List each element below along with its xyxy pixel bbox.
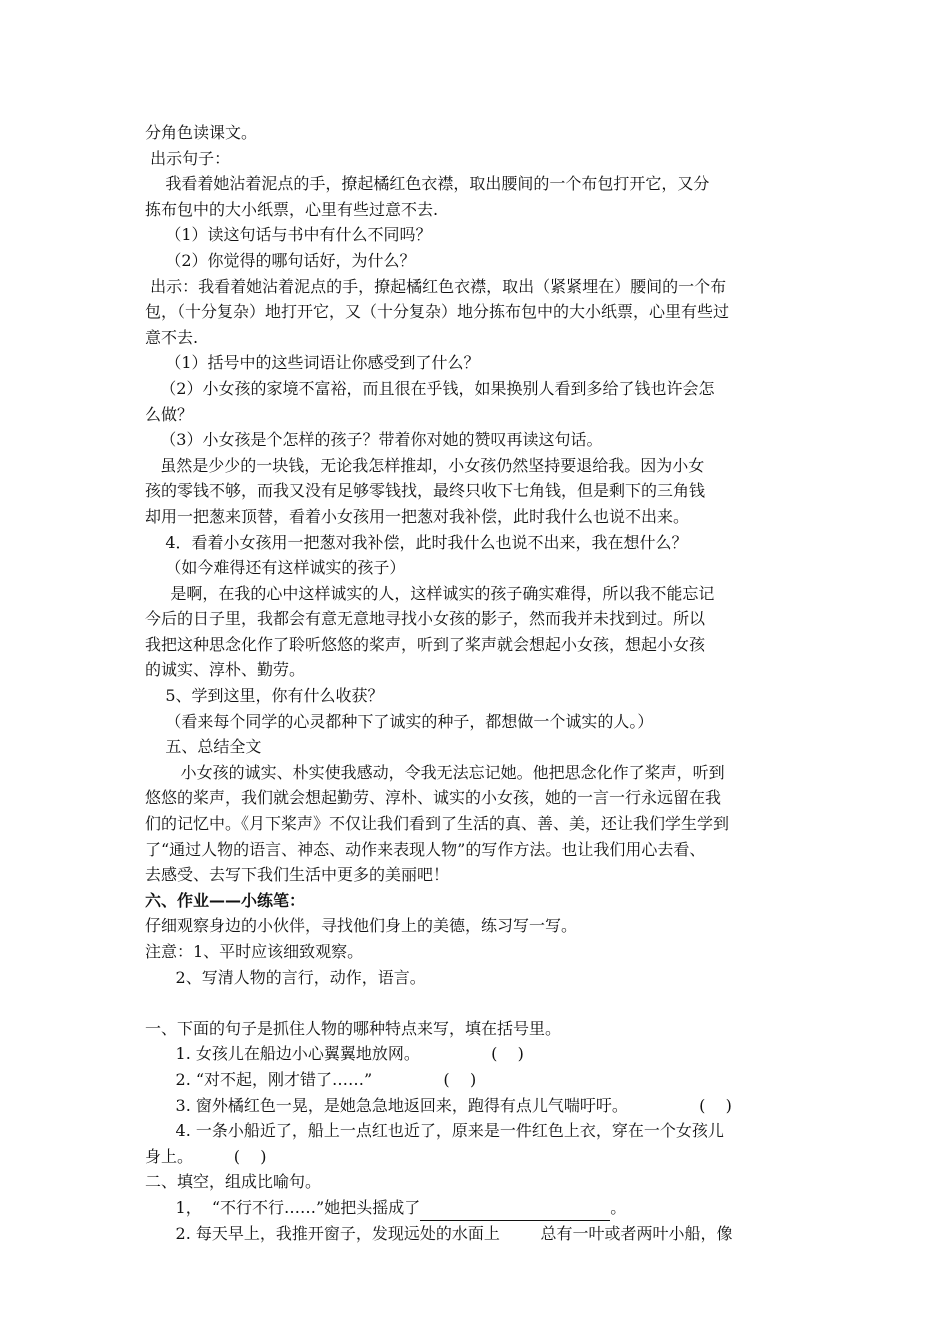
text-line: （3）小女孩是个怎样的孩子？带着你对她的赞叹再读这句话。	[145, 430, 603, 450]
text-line: 4．看着小女孩用一把葱对我补偿，此时我什么也说不出来，我在想什么？	[145, 532, 688, 552]
homework-task: 仔细观察身边的小伙伴，寻找他们身上的美德，练习写一写。	[145, 916, 578, 936]
text-line: （1）括号中的这些词语让你感受到了什么？	[145, 353, 480, 373]
text-line: 却用一把葱来顶替，看着小女孩用一把葱对我补偿，此时我什么也说不出来。	[145, 506, 690, 526]
text-line: 我把这种思念化作了聆听悠悠的桨声，听到了桨声就会想起小女孩，想起小女孩	[145, 634, 706, 654]
exercise-item: 3. 窗外橘红色一晃，是她急急地返回来，跑得有点儿气喘吁吁。 ( )	[145, 1095, 732, 1115]
exercise-item: 1. 女孩儿在船边小心翼翼地放网。 ( )	[145, 1044, 524, 1064]
text-line: 么做？	[145, 404, 194, 424]
text-line: 们的记忆中。《月下桨声》不仅让我们看到了生活的真、善、美，还让我们学生学到	[145, 814, 730, 834]
text-line: 去感受、去写下我们生活中更多的美丽吧！	[145, 865, 450, 885]
document-page	[145, 120, 815, 1246]
homework-note: 2、写清人物的言行，动作，语言。	[145, 967, 426, 987]
text-line: 我看着她沾着泥点的手，撩起橘红色衣襟，取出腰间的一个布包打开它，又分	[145, 174, 710, 194]
text-line: （1）读这句话与书中有什么不同吗？	[145, 225, 432, 245]
section-heading: 五、总结全文	[145, 737, 262, 757]
fill-blank[interactable]	[420, 1202, 610, 1221]
text-line: 是啊，在我的心中这样诚实的人，这样诚实的孩子确实难得，所以我不能忘记	[145, 583, 715, 603]
exercise-item: 身上。 ( )	[145, 1146, 267, 1166]
exercise-item	[145, 1195, 815, 1221]
text-line: 了“通过人物的语言、神态、动作来表现人物”的写作方法。也让我们用心去看、	[145, 839, 706, 859]
homework-title: 六、作业——小练笔：	[145, 890, 306, 910]
spacer	[145, 990, 815, 1016]
text-line: 孩的零钱不够，而我又没有足够零钱找，最终只收下七角钱，但是剩下的三角钱	[145, 481, 706, 501]
exercise-item-text: 1， “不行不行……”她把头摇成了	[145, 1197, 421, 1217]
text-line: 5、学到这里，你有什么收获？	[145, 686, 384, 706]
text-line: 的诚实、淳朴、勤劳。	[145, 660, 306, 680]
text-line: 今后的日子里，我都会有意无意地寻找小女孩的影子，然而我并未找到过。所以	[145, 609, 706, 629]
exercise-item: 2. 每天早上，我推开窗子，发现远处的水面上 总有一叶或者两叶小船，像	[145, 1223, 733, 1243]
text-line: 拣布包中的大小纸票，心里有些过意不去.	[145, 199, 439, 219]
exercise-item: 4. 一条小船近了，船上一点红也近了，原来是一件红色上衣，穿在一个女孩儿	[145, 1121, 724, 1141]
text-line: （如今难得还有这样诚实的孩子）	[145, 558, 406, 578]
exercise-title: 一、下面的句子是抓住人物的哪种特点来写，填在括号里。	[145, 1018, 562, 1038]
homework-note: 注意：1、平时应该细致观察。	[145, 942, 364, 961]
text-line: 意不去.	[145, 327, 199, 347]
text-line: 小女孩的诚实、朴实使我感动，令我无法忘记她。他把思念化作了桨声，听到	[145, 762, 725, 782]
text-line: （看来每个同学的心灵都种下了诚实的种子，都想做一个诚实的人。）	[145, 711, 654, 731]
text-line: 包，（十分复杂）地打开它，又（十分复杂）地分拣布包中的大小纸票，心里有些过	[145, 302, 730, 322]
text-line: 分角色读课文。	[145, 123, 258, 142]
text-line: 虽然是少少的一块钱，无论我怎样推却，小女孩仍然坚持要退给我。因为小女	[145, 455, 705, 475]
exercise-item: 2. “对不起，刚才错了……” ( )	[145, 1069, 477, 1089]
text-line: 悠悠的桨声，我们就会想起勤劳、淳朴、诚实的小女孩，她的一言一行永远留在我	[145, 788, 722, 808]
text-line: （2）你觉得的哪句话好，为什么？	[145, 250, 416, 270]
text-line: （2）小女孩的家境不富裕，而且很在乎钱，如果换别人看到多给了钱也许会怎	[145, 378, 715, 398]
exercise-item-text: 。	[610, 1197, 627, 1217]
text-line: 出示：我看着她沾着泥点的手，撩起橘红色衣襟，取出（紧紧埋在）腰间的一个布	[145, 276, 727, 296]
text-line: 出示句子：	[145, 148, 231, 168]
exercise-title: 二、填空，组成比喻句。	[145, 1172, 322, 1192]
